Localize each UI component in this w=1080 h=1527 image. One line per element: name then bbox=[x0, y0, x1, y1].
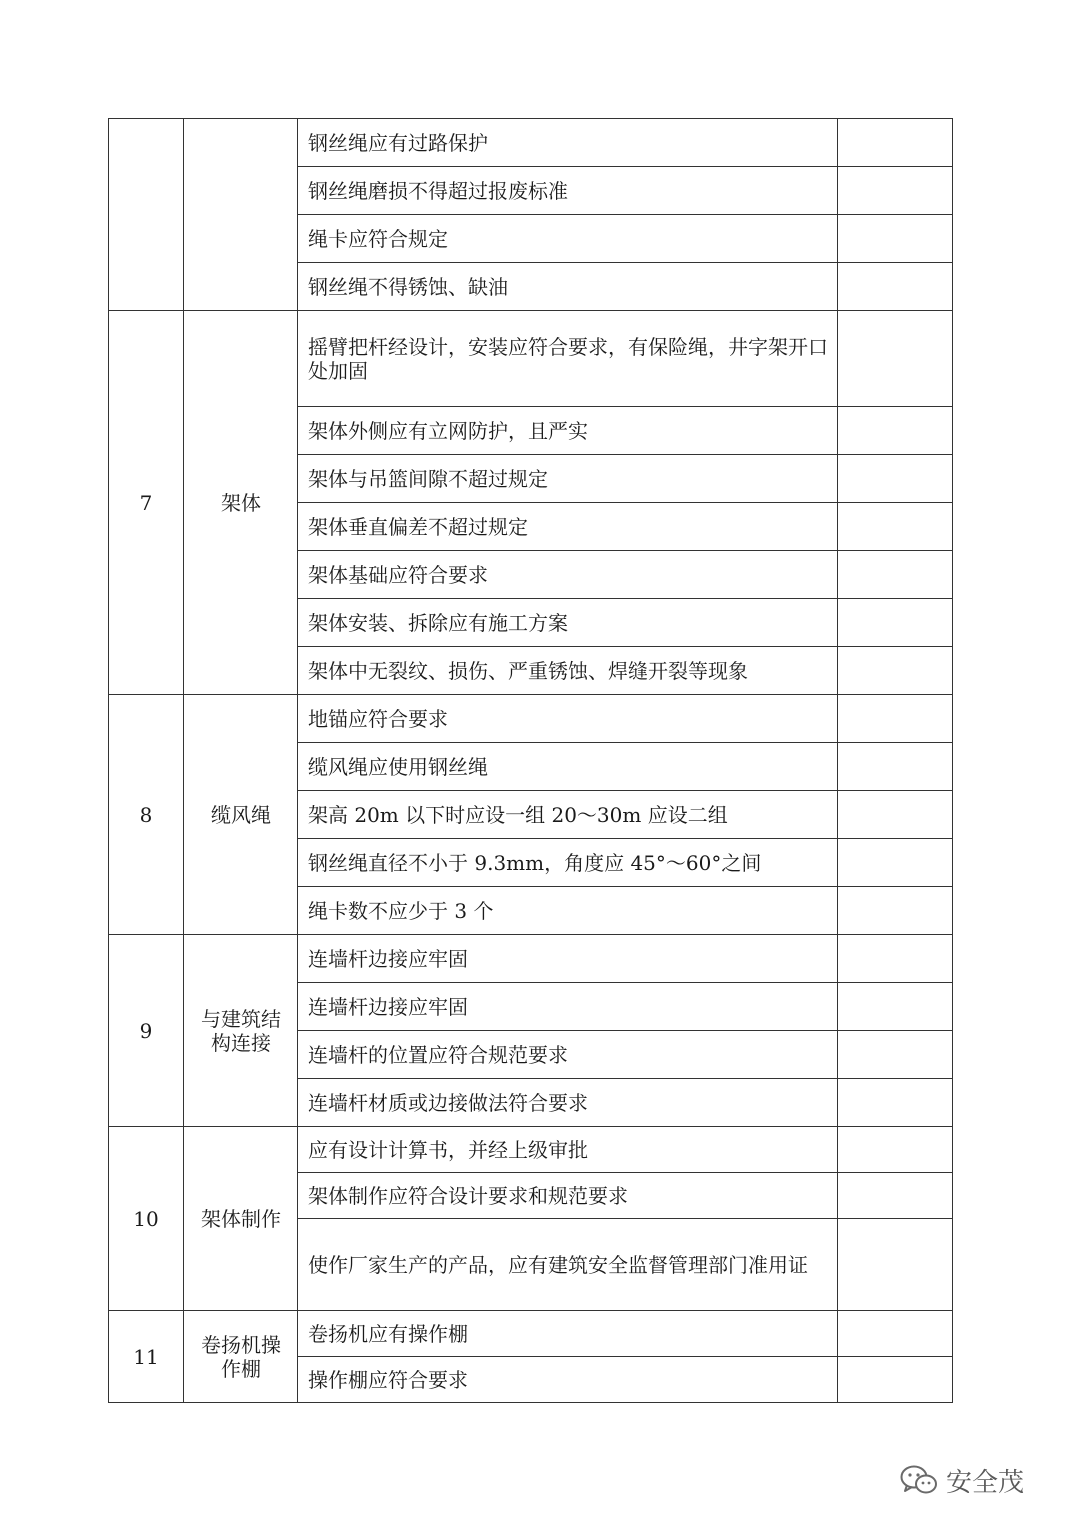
result-cell[interactable] bbox=[838, 215, 953, 263]
check-item-cell: 钢丝绳直径不小于 9.3mm，角度应 45°～60°之间 bbox=[298, 839, 838, 887]
check-item-cell: 钢丝绳不得锈蚀、缺油 bbox=[298, 263, 838, 311]
item-number-cell: 10 bbox=[109, 1127, 184, 1311]
category-label: 与建筑结构连接 bbox=[201, 1006, 281, 1055]
result-cell[interactable] bbox=[838, 119, 953, 167]
result-cell[interactable] bbox=[838, 983, 953, 1031]
result-cell[interactable] bbox=[838, 743, 953, 791]
result-cell[interactable] bbox=[838, 1311, 953, 1357]
check-item-cell: 钢丝绳应有过路保护 bbox=[298, 119, 838, 167]
watermark bbox=[900, 1460, 1024, 1500]
check-item-cell: 绳卡数不应少于 3 个 bbox=[298, 887, 838, 935]
result-cell[interactable] bbox=[838, 839, 953, 887]
check-item-cell: 架高 20m 以下时应设一组 20～30m 应设二组 bbox=[298, 791, 838, 839]
check-item-cell: 连墙杆材质或边接做法符合要求 bbox=[298, 1079, 838, 1127]
result-cell[interactable] bbox=[838, 935, 953, 983]
check-item-cell: 架体安装、拆除应有施工方案 bbox=[298, 599, 838, 647]
category-cell bbox=[184, 119, 298, 311]
table-row bbox=[109, 1127, 953, 1173]
result-cell[interactable] bbox=[838, 1173, 953, 1219]
category-cell bbox=[184, 311, 298, 695]
result-cell[interactable] bbox=[838, 599, 953, 647]
check-item-cell: 绳卡应符合规定 bbox=[298, 215, 838, 263]
check-item-cell: 架体中无裂纹、损伤、严重锈蚀、焊缝开裂等现象 bbox=[298, 647, 838, 695]
table-row bbox=[109, 119, 953, 167]
check-item-cell: 架体垂直偏差不超过规定 bbox=[298, 503, 838, 551]
check-item-cell: 连墙杆边接应牢固 bbox=[298, 935, 838, 983]
item-number-cell: 9 bbox=[109, 935, 184, 1127]
table-row bbox=[109, 1311, 953, 1357]
category-label: 缆风绳 bbox=[211, 802, 271, 827]
check-item-cell: 应有设计计算书，并经上级审批 bbox=[298, 1127, 838, 1173]
result-cell[interactable] bbox=[838, 1219, 953, 1311]
result-cell[interactable] bbox=[838, 1079, 953, 1127]
category-cell bbox=[184, 935, 298, 1127]
check-item-cell: 钢丝绳磨损不得超过报废标准 bbox=[298, 167, 838, 215]
result-cell[interactable] bbox=[838, 551, 953, 599]
wechat-icon bbox=[900, 1464, 938, 1496]
result-cell[interactable] bbox=[838, 1127, 953, 1173]
result-cell[interactable] bbox=[838, 791, 953, 839]
check-item-cell: 架体外侧应有立网防护，且严实 bbox=[298, 407, 838, 455]
table-row bbox=[109, 935, 953, 983]
result-cell[interactable] bbox=[838, 455, 953, 503]
category-cell bbox=[184, 1127, 298, 1311]
item-number-cell bbox=[109, 119, 184, 311]
category-label: 架体制作 bbox=[201, 1206, 281, 1231]
table-row bbox=[109, 311, 953, 407]
category-label: 架体 bbox=[221, 490, 261, 515]
result-cell[interactable] bbox=[838, 647, 953, 695]
item-number-cell: 8 bbox=[109, 695, 184, 935]
check-item-cell: 连墙杆边接应牢固 bbox=[298, 983, 838, 1031]
category-label: 卷扬机操作棚 bbox=[201, 1332, 281, 1381]
check-item-cell: 架体与吊篮间隙不超过规定 bbox=[298, 455, 838, 503]
result-cell[interactable] bbox=[838, 263, 953, 311]
check-item-cell: 摇臂把杆经设计，安装应符合要求，有保险绳，井字架开口处加固 bbox=[298, 311, 838, 407]
category-cell bbox=[184, 695, 298, 935]
watermark-text: 安全茂 bbox=[946, 1467, 1025, 1498]
result-cell[interactable] bbox=[838, 887, 953, 935]
item-number-cell: 7 bbox=[109, 311, 184, 695]
result-cell[interactable] bbox=[838, 1031, 953, 1079]
result-cell[interactable] bbox=[838, 407, 953, 455]
category-cell bbox=[184, 1311, 298, 1403]
check-item-cell: 卷扬机应有操作棚 bbox=[298, 1311, 838, 1357]
result-cell[interactable] bbox=[838, 1357, 953, 1403]
result-cell[interactable] bbox=[838, 311, 953, 407]
item-number-cell: 11 bbox=[109, 1311, 184, 1403]
check-item-cell: 使作厂家生产的产品，应有建筑安全监督管理部门准用证 bbox=[298, 1219, 838, 1311]
table-row bbox=[109, 695, 953, 743]
check-item-cell: 缆风绳应使用钢丝绳 bbox=[298, 743, 838, 791]
result-cell[interactable] bbox=[838, 695, 953, 743]
check-item-cell: 架体制作应符合设计要求和规范要求 bbox=[298, 1173, 838, 1219]
result-cell[interactable] bbox=[838, 503, 953, 551]
check-item-cell: 地锚应符合要求 bbox=[298, 695, 838, 743]
check-item-cell: 操作棚应符合要求 bbox=[298, 1357, 838, 1403]
inspection-checklist-table bbox=[108, 118, 953, 1403]
check-item-cell: 连墙杆的位置应符合规范要求 bbox=[298, 1031, 838, 1079]
result-cell[interactable] bbox=[838, 167, 953, 215]
check-item-cell: 架体基础应符合要求 bbox=[298, 551, 838, 599]
